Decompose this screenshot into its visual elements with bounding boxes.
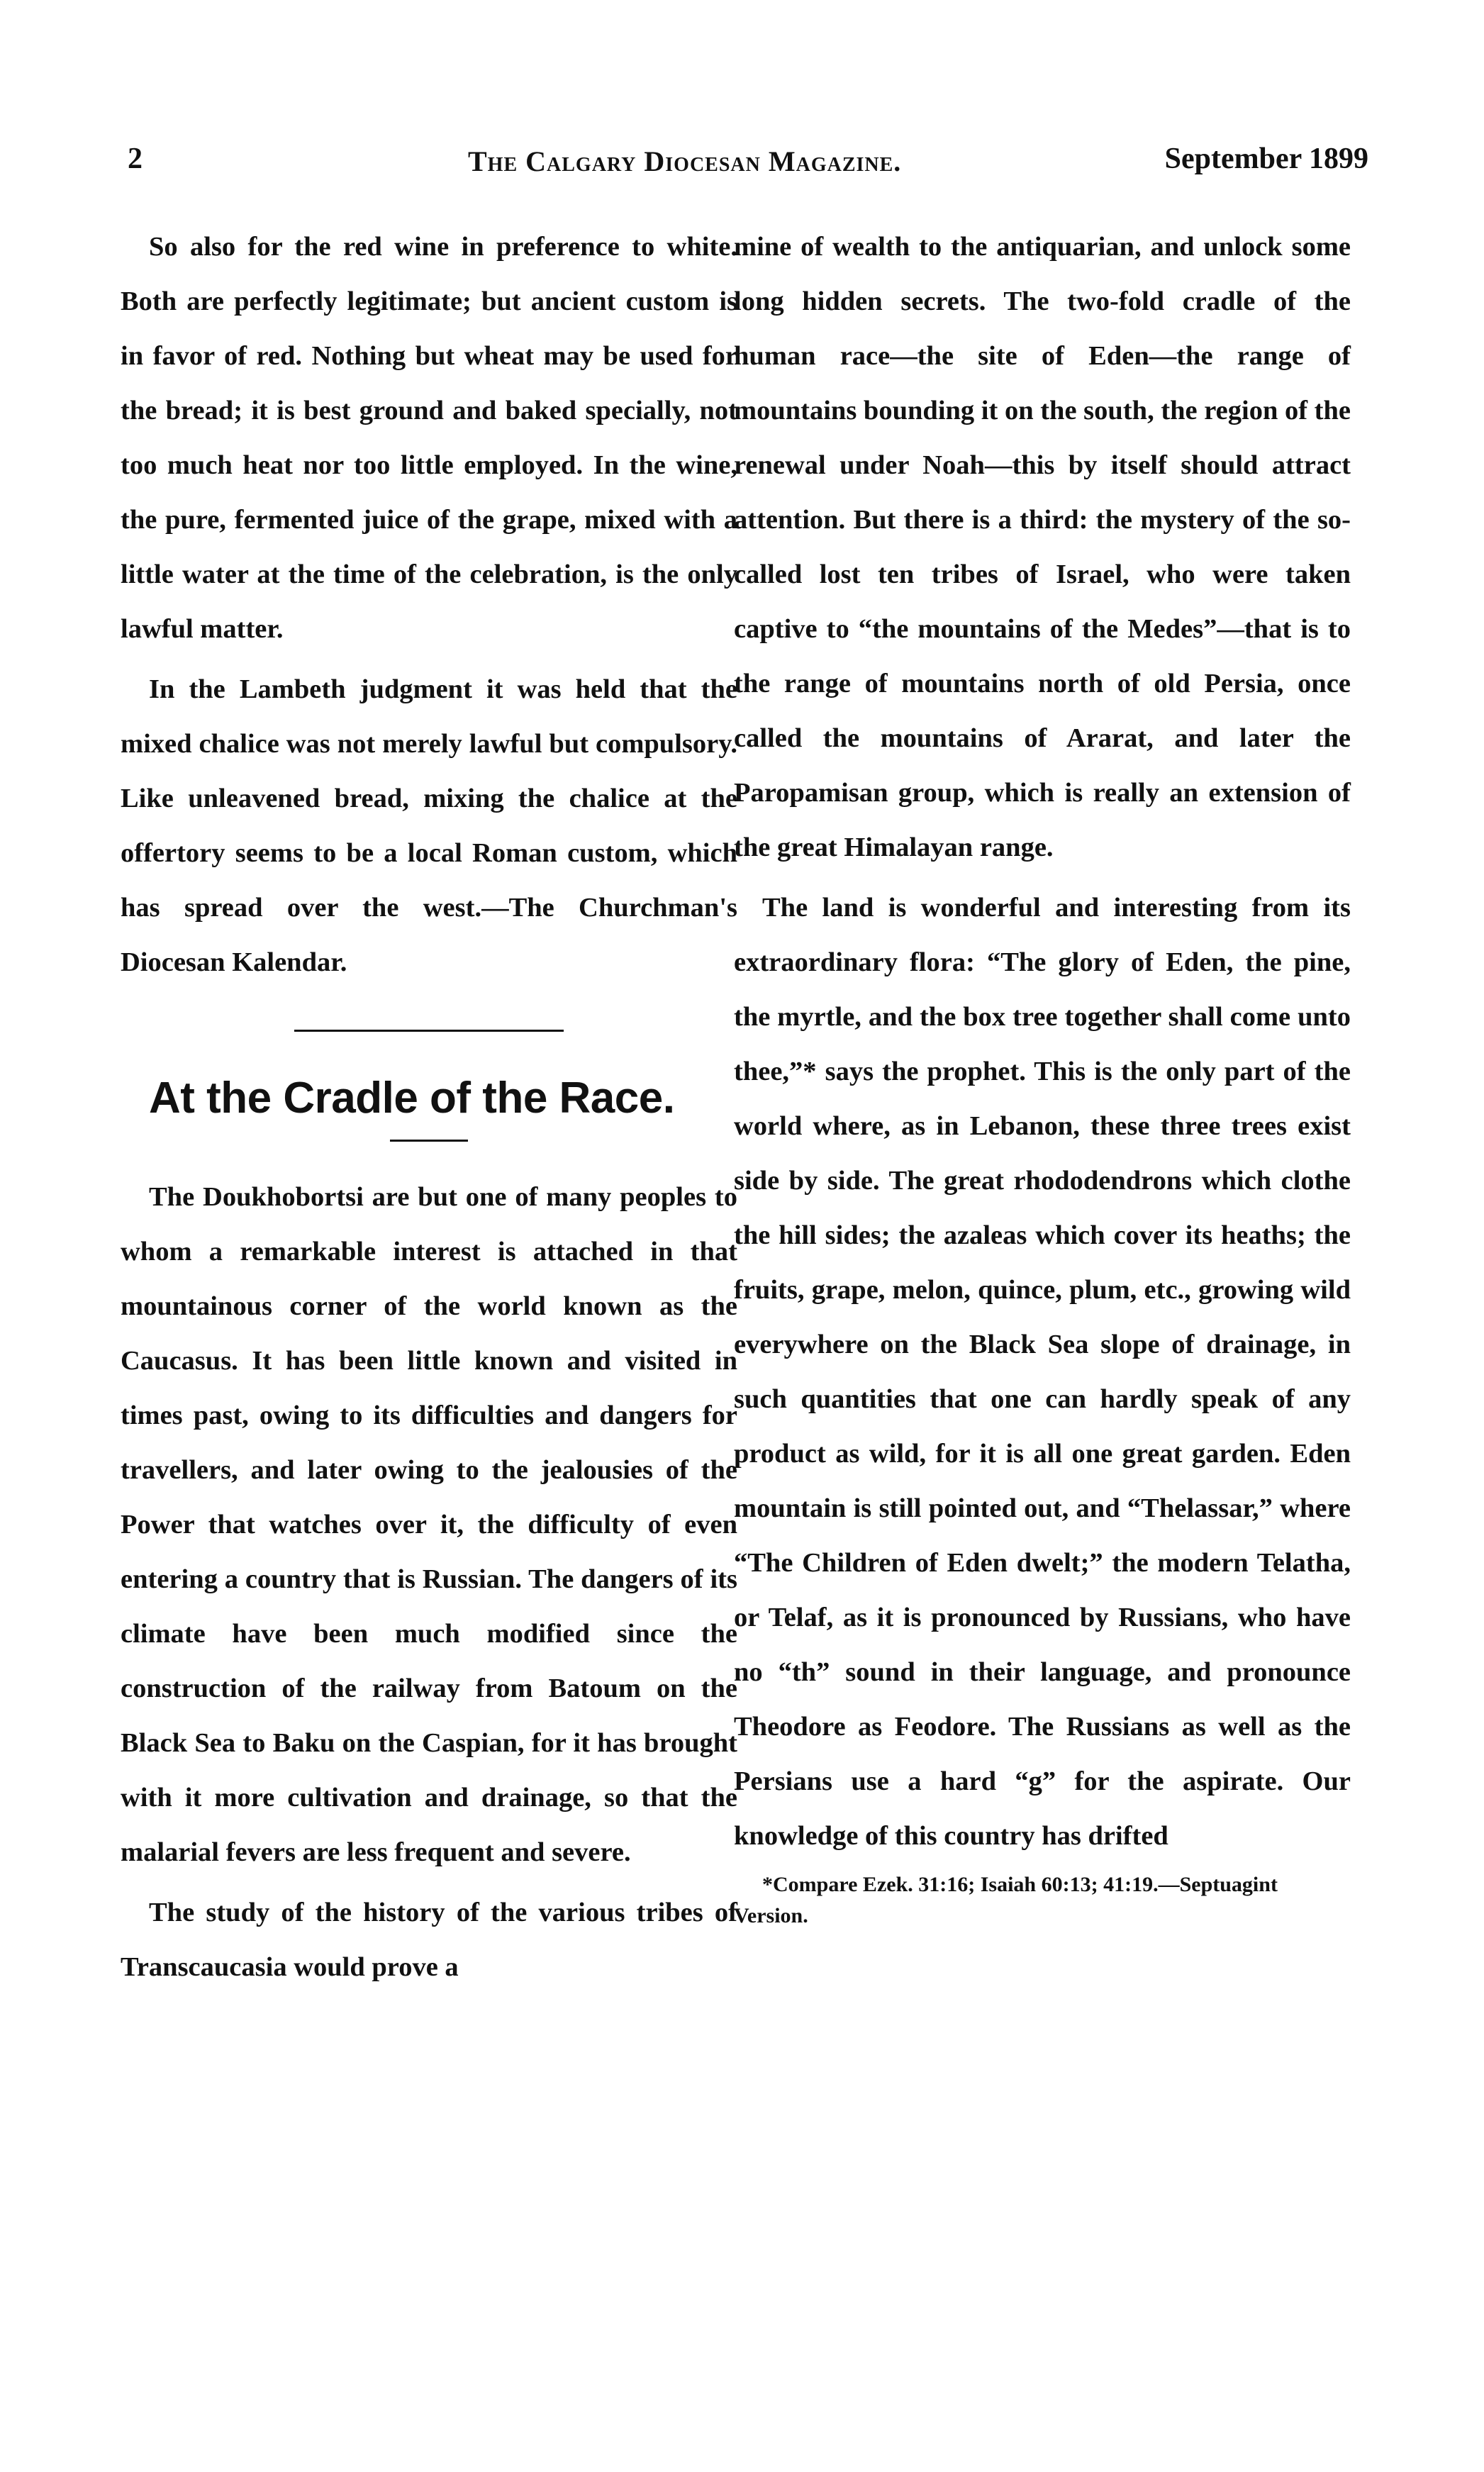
- paragraph-lambeth-judgment: In the Lambeth judgment it was held that the mixed chalice was not merely lawful but compulsory. Like unleavened bread, mixing the chalice at the offertory seems to be a local Roman custom, which has spread over the west.—The Churchman's Diocesan Kalendar.: [121, 674, 737, 977]
- title-underline: [390, 1140, 468, 1142]
- section-divider: [294, 1030, 564, 1032]
- footnote: *Compare Ezek. 31:16; Isaiah 60:13; 41:19.—Septuagint Version.: [734, 1873, 1278, 1927]
- right-column: [734, 220, 1351, 1937]
- paragraph-wine-bread: So also for the red wine in preference to white. Both are perfectly legitimate; but ancient custom is in favor of red. Nothing but wheat may be used for the bread; it is best ground and baked specially, not too much heat nor too little employed. In the wine, the pure, fermented juice of the grape, mixed with a little water at the time of the celebration, is the only lawful matter.: [121, 232, 737, 644]
- paragraph-history-study: The study of the history of the various tribes of Transcaucasia would prove a: [121, 1898, 737, 1982]
- page-number: 2: [128, 143, 143, 175]
- paragraph-flora: The land is wonderful and interesting from its extraordinary flora: “The glory of Eden, the pine, the myrtle, and the box tree together shall come unto thee,”* says the prophet. This is the only part of the world where, as in Lebanon, these three trees exist side by side. The great rhododendrons which clothe the hill sides; the azaleas which cover its heaths; the fruits, grape, melon, quince, plum, etc., growing wild everywhere on the Black Sea slope of drainage, in such quantities that one can hardly speak of any product as wild, for it is all one great garden. Eden mountain is still pointed out, and “Thelassar,” where “The Children of Eden dwelt;” the modern Telatha, or Telaf, as it is pronounced by Russians, who have no “th” sound in their language, and pronounce Theodore as Feodore. The Russians as well as the Persians use a hard “g” for the aspirate. Our knowledge of this country has drifted: [734, 893, 1351, 1851]
- paragraph-doukhobortsi: The Doukhobortsi are but one of many peoples to whom a remarkable interest is attached in that mountainous corner of the world known as the Caucasus. It has been little known and visited in times past, owing to its difficulties and dangers for travellers, and later owing to the jealousies of the Power that watches over it, the difficulty of even entering a country that is Russian. The dangers of its climate have been much modified since the construction of the railway from Batoum on the Black Sea to Baku on the Caspian, for it has brought with it more cultivation and drainage, so that the malarial fevers are less frequent and severe.: [121, 1182, 737, 1867]
- magazine-title: The Calgary Diocesan Magazine.: [468, 145, 902, 177]
- issue-date: September 1899: [1164, 143, 1368, 175]
- page-header: [113, 142, 1368, 184]
- paragraph-cradle-mystery: mine of wealth to the antiquarian, and unlock some long hidden secrets. The two-fold cradle of the human race—the site of Eden—the range of mountains bounding it on the south, the region of the renewal under Noah—this by itself should attract attention. But there is a third: the mystery of the so-called lost ten tribes of Israel, who were taken captive to “the mountains of the Medes”—that is to the range of mountains north of old Persia, once called the mountains of Ararat, and later the Paropamisan group, which is really an extension of the great Himalayan range.: [734, 232, 1351, 862]
- left-column: [121, 220, 737, 2000]
- section-title: At the Cradle of the Race.: [149, 1074, 675, 1123]
